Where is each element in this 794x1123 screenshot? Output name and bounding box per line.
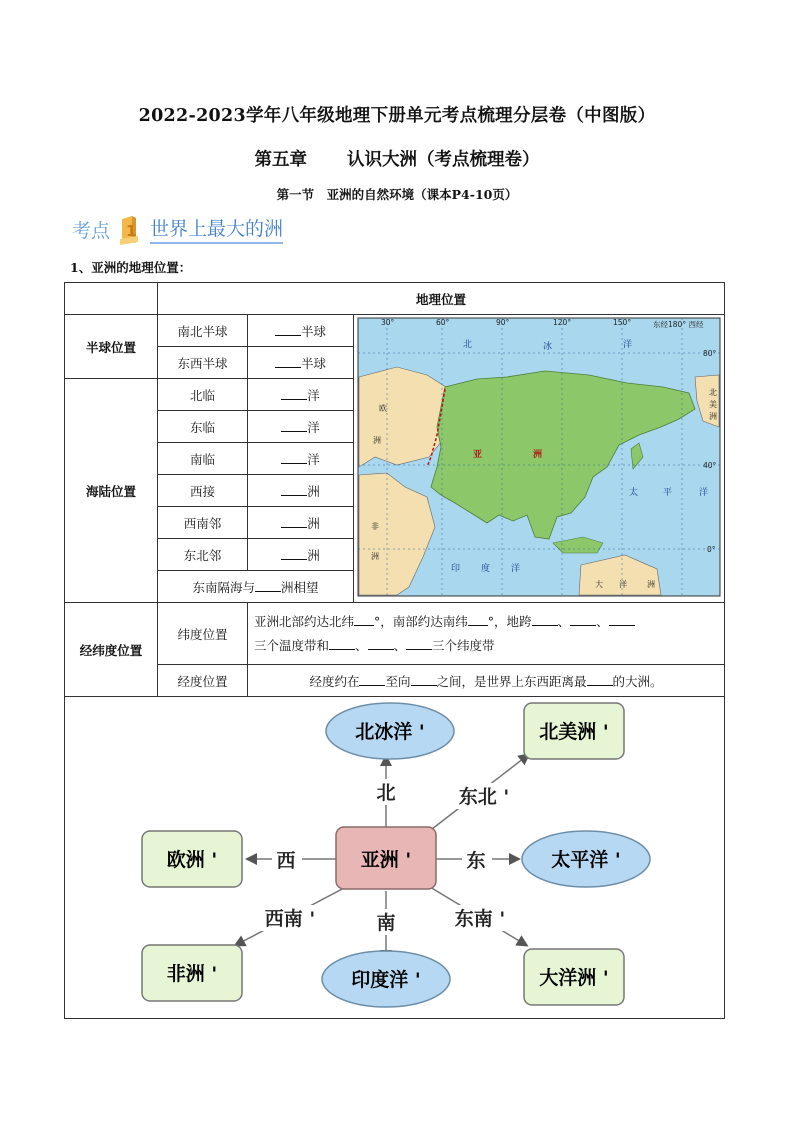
dir-south: 南 — [375, 912, 396, 934]
map-tick: 150° — [613, 318, 632, 327]
row-label: 东北邻 — [158, 539, 248, 571]
blank-field[interactable] — [275, 323, 301, 336]
map-label: 非 — [371, 522, 379, 531]
suffix: 半球 — [300, 323, 326, 339]
map-label: 洲 — [709, 412, 717, 421]
hemisphere-label: 半球位置 — [65, 315, 158, 379]
map-label: 洋 — [511, 564, 521, 574]
center-label: 亚洲 ' — [360, 849, 411, 871]
map-label: 度 — [481, 564, 491, 574]
dir-north: 北 — [375, 782, 396, 804]
answer-cell — [248, 539, 354, 571]
answer-cell — [248, 443, 354, 475]
answer-cell — [248, 507, 354, 539]
kaodian-banner — [72, 212, 283, 246]
suffix: 洲 — [307, 515, 320, 531]
section-heading: 第一节 亚洲的自然环境（课本P4-10页） — [276, 187, 518, 202]
row-label: 东西半球 — [158, 347, 248, 379]
latlon-label: 经纬度位置 — [65, 603, 158, 697]
table-header: 地理位置 — [158, 283, 725, 315]
blank-field[interactable] — [359, 673, 385, 686]
west-label: 欧洲 ' — [166, 849, 217, 871]
map-label: 太 — [629, 488, 639, 498]
diagram-cell — [65, 697, 725, 1019]
blank-field[interactable] — [406, 637, 432, 650]
map-tick: 120° — [553, 318, 572, 327]
map-label: 平 — [663, 488, 673, 498]
text: 经度约在 — [309, 673, 360, 689]
kaodian-number-icon — [118, 215, 140, 243]
map-label: 洲 — [373, 436, 381, 445]
text: 、 — [596, 613, 609, 629]
blank-field[interactable] — [411, 673, 437, 686]
table-corner — [65, 283, 158, 315]
answer-cell — [248, 475, 354, 507]
blank-field[interactable] — [329, 637, 355, 650]
dir-east: 东 — [465, 850, 486, 872]
dir-northeast: 东北 ' — [458, 786, 509, 808]
south-label: 印度洋 ' — [350, 969, 421, 991]
map-label: 洲 — [371, 552, 379, 561]
row-label: 南北半球 — [158, 315, 248, 347]
map-tick: 60° — [436, 318, 450, 327]
lon-label: 经度位置 — [158, 665, 248, 697]
text: 之间，是世界上东西距离最 — [436, 673, 587, 689]
dir-southwest: 西南 ' — [264, 908, 315, 930]
answer-cell — [248, 347, 354, 379]
map-label: 印 — [451, 564, 461, 574]
blank-field[interactable] — [281, 547, 307, 560]
northeast-label: 北美洲 ' — [538, 721, 609, 743]
row-label: 东临 — [158, 411, 248, 443]
map-label: 洲 — [533, 450, 543, 460]
north-label: 北冰洋 ' — [354, 721, 425, 743]
map-tick: 0° — [707, 545, 716, 554]
map-label: 洲 — [647, 580, 655, 589]
suffix: 洋 — [307, 387, 320, 403]
lat-text — [248, 603, 725, 665]
chapter-number: 第五章 — [254, 150, 307, 170]
map-tick: 40° — [703, 461, 717, 470]
text: °，南部约达南纬 — [374, 613, 468, 629]
blank-field[interactable] — [275, 355, 301, 368]
text: 、 — [355, 637, 368, 653]
text: 亚洲北部约达北纬 — [254, 613, 355, 629]
answer-cell — [248, 411, 354, 443]
asia-neighbors-diagram — [66, 697, 724, 1015]
map-label: 美 — [709, 400, 717, 409]
map-label: 洋 — [619, 580, 627, 589]
map-label: 冰 — [543, 342, 553, 352]
answer-cell — [248, 315, 354, 347]
map-label: 洋 — [623, 340, 633, 350]
text: 的大洲。 — [612, 673, 663, 689]
map-label: 北 — [709, 388, 717, 397]
answer-cell — [248, 379, 354, 411]
blank-field[interactable] — [281, 515, 307, 528]
map-label: 欧 — [379, 404, 387, 413]
suffix: 洲 — [307, 547, 320, 563]
blank-field[interactable] — [281, 387, 307, 400]
text: °，地跨 — [487, 613, 532, 629]
document-title: 2022-2023学年八年级地理下册单元考点梳理分层卷（中图版） — [138, 106, 656, 126]
chapter-heading — [0, 146, 794, 171]
blank-field[interactable] — [255, 579, 281, 592]
map-tick: 30° — [381, 318, 395, 327]
row-label: 北临 — [158, 379, 248, 411]
southeast-pre: 东南隔海与 — [192, 579, 255, 595]
dir-west: 西 — [275, 850, 296, 872]
blank-field[interactable] — [281, 451, 307, 464]
land-sea-label: 海陆位置 — [65, 379, 158, 603]
geo-position-table — [64, 282, 725, 1019]
map-tick: 80° — [703, 349, 717, 358]
kaodian-number: 1 — [126, 222, 137, 240]
blank-field[interactable] — [570, 613, 596, 626]
lat-label: 纬度位置 — [158, 603, 248, 665]
suffix: 洋 — [307, 451, 320, 467]
suffix: 半球 — [300, 355, 326, 371]
blank-field[interactable] — [468, 613, 488, 626]
row-label: 西接 — [158, 475, 248, 507]
suffix: 洲 — [307, 483, 320, 499]
chapter-name: 认识大洲（考点梳理卷） — [347, 150, 540, 170]
map-cell — [354, 315, 725, 603]
kaodian-label: 考点 — [72, 219, 111, 242]
blank-field[interactable] — [281, 483, 307, 496]
map-label: 北 — [463, 340, 473, 350]
text: 三个纬度带 — [432, 637, 495, 653]
map-tick: 东经180° 西经 — [653, 320, 704, 329]
blank-field[interactable] — [609, 613, 635, 626]
lon-text — [248, 665, 725, 697]
text: 至向 — [385, 673, 411, 689]
southeast-label: 大洋洲 ' — [538, 967, 609, 989]
text: 三个温度带和 — [254, 637, 330, 653]
kaodian-topic: 世界上最大的洲 — [150, 214, 283, 244]
blank-field[interactable] — [587, 673, 613, 686]
suffix: 洋 — [307, 419, 320, 435]
map-label: 亚 — [473, 450, 483, 460]
southeast-row — [158, 571, 354, 603]
blank-field[interactable] — [368, 637, 394, 650]
text: 、 — [557, 613, 571, 629]
east-label: 太平洋 ' — [550, 849, 621, 871]
item-heading: 1、亚洲的地理位置： — [70, 260, 192, 275]
southeast-post: 洲相望 — [281, 579, 319, 595]
southwest-label: 非洲 ' — [166, 963, 217, 985]
blank-field[interactable] — [532, 613, 558, 626]
text: 、 — [393, 637, 407, 653]
blank-field[interactable] — [281, 419, 307, 432]
map-label: 洋 — [699, 488, 709, 498]
map-label: 大 — [595, 580, 603, 589]
blank-field[interactable] — [354, 613, 374, 626]
map-tick: 90° — [496, 318, 510, 327]
row-label: 西南邻 — [158, 507, 248, 539]
row-label: 南临 — [158, 443, 248, 475]
asia-map — [357, 317, 721, 597]
dir-southeast: 东南 ' — [454, 908, 505, 930]
